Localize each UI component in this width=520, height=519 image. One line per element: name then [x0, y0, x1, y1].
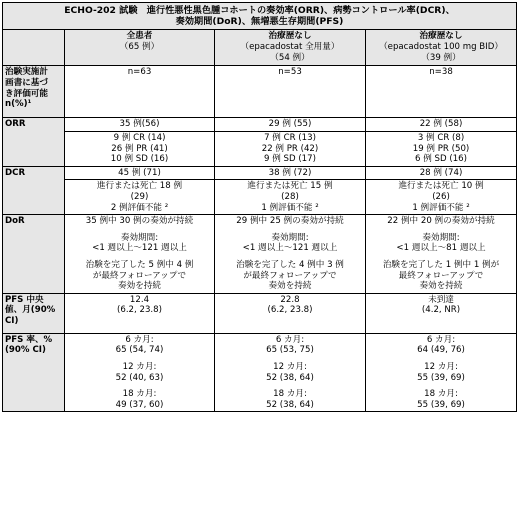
- pfs-rate-value: 49 (37, 60): [115, 399, 164, 410]
- dor-cell: [215, 215, 366, 294]
- pfs-median-row: [3, 293, 517, 333]
- orr-detail-row: [3, 132, 517, 167]
- pfs-median-ci: (6.2, 23.8): [117, 305, 162, 316]
- pfs-rate-value: 52 (38, 64): [266, 372, 314, 383]
- column-name: 治療歴なし: [419, 31, 463, 42]
- dor-line: が最終フォローアップで: [92, 270, 187, 281]
- pfs-rate-value: 65 (53, 75): [266, 345, 314, 356]
- pfs-median-value: 22.8: [280, 294, 300, 305]
- results-document: [2, 2, 516, 412]
- dor-cell: [366, 215, 517, 294]
- pfs-rate-value: 55 (39, 69): [417, 399, 465, 410]
- evaluable-value: n=38: [366, 66, 517, 118]
- evaluable-value: n=63: [65, 66, 215, 118]
- detail-line: 1 例評価不能 ²: [261, 202, 319, 213]
- label-line: PFS 中央: [5, 294, 44, 305]
- row-label-evaluable: [3, 66, 65, 118]
- dor-row: [3, 215, 517, 294]
- detail-line: (28): [281, 191, 299, 202]
- pfs-rate-cell: [366, 333, 517, 412]
- label-line: 画書に基づ: [5, 78, 48, 88]
- detail-line: 9 例 SD (17): [264, 154, 316, 165]
- dor-line: 29 例中 25 例の奏効が持続: [236, 216, 344, 227]
- dor-line: 奏効を持続: [268, 281, 312, 292]
- dcr-detail: [215, 180, 366, 215]
- pfs-rate-label: 6 カ月:: [125, 334, 154, 345]
- detail-line: 進行または死亡 15 例: [247, 181, 333, 192]
- column-sub: （epacadostat 100 mg BID）: [379, 42, 503, 52]
- column-name: 治療歴なし: [268, 31, 312, 42]
- detail-line: (29): [130, 191, 149, 202]
- detail-line: 1 例評価不能 ²: [412, 202, 470, 213]
- evaluable-value: n=53: [215, 66, 366, 118]
- orr-value: 22 例 (58): [366, 118, 517, 132]
- dor-line: 奏効期間:: [120, 232, 159, 243]
- title-line-1: ECHO-202 試験 進行性悪性黒色腫コホートの奏効率(ORR)、病勢コントロール率(DCR)、: [64, 5, 455, 16]
- dor-line: <1 週以上～121 週以上: [92, 243, 187, 254]
- detail-line: 進行または死亡 10 例: [398, 181, 484, 192]
- row-label-dcr: DCR: [3, 166, 65, 214]
- header-corner: [3, 30, 65, 66]
- detail-line: 9 例 CR (14): [113, 133, 166, 143]
- detail-line: 26 例 PR (41): [111, 143, 168, 154]
- dor-line: 最終フォローアップで: [398, 270, 484, 281]
- column-sub: （39 例）: [421, 52, 461, 63]
- pfs-rate-label: 12 カ月:: [273, 361, 307, 372]
- table-title: [3, 3, 517, 30]
- dor-line: 治験を完了した 5 例中 4 例: [85, 259, 194, 270]
- header-untreated-100mg: [366, 30, 517, 66]
- pfs-median-cell: [366, 293, 517, 333]
- detail-line: 3 例 CR (8): [417, 133, 465, 143]
- detail-line: 7 例 CR (13): [264, 133, 316, 143]
- dor-line: 奏効を持続: [419, 281, 463, 292]
- orr-detail: [366, 132, 517, 167]
- pfs-rate-row: [3, 333, 517, 412]
- label-line: CI): [5, 315, 19, 326]
- orr-main-row: [3, 118, 517, 132]
- pfs-rate-value: 52 (38, 64): [266, 399, 314, 410]
- title-row: [3, 3, 517, 30]
- dor-line: 35 例中 30 例の奏効が持続: [85, 216, 194, 227]
- dcr-value: 28 例 (74): [366, 166, 517, 180]
- dor-line: 奏効を持続: [118, 281, 161, 292]
- pfs-rate-label: 12 カ月:: [424, 361, 458, 372]
- pfs-rate-value: 64 (49, 76): [417, 345, 465, 356]
- dor-cell: [65, 215, 215, 294]
- orr-value: 35 例(56): [65, 118, 215, 132]
- dor-line: 奏効期間:: [422, 232, 460, 243]
- results-table: [2, 2, 517, 412]
- dcr-detail: [65, 180, 215, 215]
- pfs-rate-value: 52 (40, 63): [115, 372, 164, 383]
- row-label-dor: DoR: [3, 215, 65, 294]
- detail-line: 進行または死亡 18 例: [96, 181, 183, 192]
- pfs-rate-value: 65 (54, 74): [115, 345, 164, 356]
- detail-line: 2 例評価不能 ²: [110, 202, 169, 213]
- pfs-median-ci: (4.2, NR): [421, 305, 461, 316]
- pfs-median-value: 12.4: [129, 294, 150, 305]
- column-name: 全患者: [126, 31, 153, 42]
- dor-line: 治験を完了した 4 例中 3 例: [236, 259, 344, 270]
- dor-line: 治験を完了した 1 例中 1 例が: [382, 259, 500, 270]
- pfs-median-ci: (6.2, 23.8): [267, 305, 313, 316]
- pfs-rate-label: 6 カ月:: [275, 334, 305, 345]
- column-sub: （epacadostat 全用量）: [240, 42, 340, 52]
- dor-line: が最終フォローアップで: [243, 270, 337, 281]
- pfs-median-cell: [65, 293, 215, 333]
- detail-line: 10 例 SD (16): [110, 154, 169, 165]
- orr-value: 29 例 (55): [215, 118, 366, 132]
- pfs-rate-label: 18 カ月:: [273, 389, 307, 400]
- label-line: n(%)¹: [5, 99, 32, 110]
- row-label-orr: ORR: [3, 118, 65, 166]
- header-all-patients: [65, 30, 215, 66]
- label-line: き評価可能: [5, 88, 48, 99]
- pfs-rate-label: 12 カ月:: [122, 361, 157, 372]
- dcr-value: 45 例 (71): [65, 166, 215, 180]
- dcr-detail-row: [3, 180, 517, 215]
- dcr-value: 38 例 (72): [215, 166, 366, 180]
- row-label-pfs-median: [3, 293, 65, 333]
- dor-line: <1 週以上～121 週以上: [242, 243, 338, 254]
- label-line: 治験実施計: [5, 67, 48, 78]
- detail-line: (26): [432, 191, 450, 202]
- pfs-median-cell: [215, 293, 366, 333]
- pfs-rate-label: 18 カ月:: [424, 389, 458, 400]
- pfs-rate-label: 18 カ月:: [122, 389, 157, 400]
- detail-line: 19 例 PR (50): [412, 143, 470, 154]
- orr-detail: [215, 132, 366, 167]
- header-untreated-all-doses: [215, 30, 366, 66]
- column-sub: （54 例）: [270, 52, 310, 63]
- title-line-2: 奏効期間(DoR)、無増悪生存期間(PFS): [175, 16, 344, 28]
- detail-line: 6 例 SD (16): [415, 154, 467, 165]
- pfs-rate-value: 55 (39, 69): [417, 372, 465, 383]
- dcr-detail: [366, 180, 517, 215]
- label-line: (90% CI): [5, 345, 46, 356]
- dcr-main-row: [3, 166, 517, 180]
- row-label-pfs-rate: [3, 333, 65, 412]
- header-row: [3, 30, 517, 66]
- orr-detail: [65, 132, 215, 167]
- pfs-rate-cell: [65, 333, 215, 412]
- dor-line: <1 週以上～81 週以上: [396, 243, 486, 254]
- pfs-rate-label: 6 カ月:: [426, 334, 456, 345]
- label-line: PFS 率、%: [5, 334, 53, 345]
- label-line: 値、月(90%: [5, 305, 56, 316]
- pfs-rate-cell: [215, 333, 366, 412]
- pfs-median-value: 未到達: [428, 294, 454, 305]
- dor-line: 22 例中 20 例の奏効が持続: [387, 216, 495, 227]
- detail-line: 22 例 PR (42): [261, 143, 319, 154]
- evaluable-row: [3, 66, 517, 118]
- column-sub: （65 例）: [119, 42, 160, 52]
- dor-line: 奏効期間:: [271, 232, 309, 243]
